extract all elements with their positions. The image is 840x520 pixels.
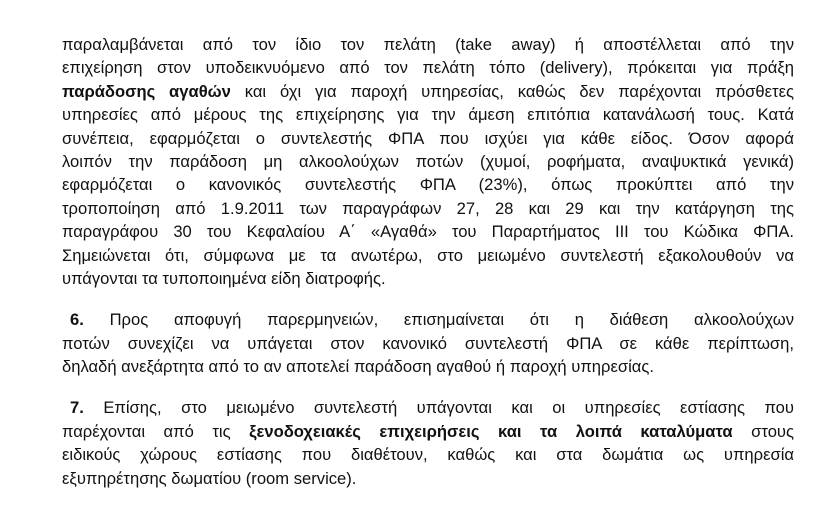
text-run: παρέχονται από τις	[62, 421, 250, 441]
text-line	[62, 267, 794, 290]
text-line	[62, 420, 794, 443]
text-line	[62, 173, 794, 196]
text-run: Επίσης, στο μειωμένο συντελεστή υπάγονται και οι υπηρεσίες εστίασης που	[83, 398, 794, 418]
text-run: εξυπηρέτησης δωματίου (room service).	[62, 468, 357, 488]
text-run: Σημειώνεται ότι, σύμφωνα με τα ανωτέρω, στο μειωμένο συντελεστή εξακολουθούν να	[62, 245, 794, 265]
text-line	[62, 308, 794, 331]
text-line	[62, 197, 794, 220]
text-run: συνέπεια, εφαρμόζεται ο συντελεστής ΦΠΑ που ισχύει για κάθε είδος. Όσον αφορά	[62, 128, 794, 148]
text-run: παραγράφου 30 του Κεφαλαίου Α΄ «Αγαθά» του Παραρτήματος ΙΙΙ του Κώδικα ΦΠΑ.	[62, 222, 794, 242]
paragraph-gap	[62, 378, 794, 396]
bold-text: 6.	[70, 310, 84, 330]
document-body	[62, 33, 794, 490]
bold-text: παράδοσης αγαθών	[62, 81, 231, 101]
text-line	[62, 80, 794, 103]
text-run: Προς αποφυγή παρερμηνειών, επισημαίνεται ότι η διάθεση αλκοολούχων	[83, 310, 794, 330]
text-line	[62, 355, 794, 378]
text-line	[62, 443, 794, 466]
paragraph-7	[62, 396, 794, 490]
text-line	[62, 220, 794, 243]
text-run: παραλαμβάνεται από τον ίδιο τον πελάτη (take away) ή αποστέλλεται από την	[62, 35, 794, 54]
paragraph-gap	[62, 290, 794, 308]
text-run: υπάγονται τα τυποποιημένα είδη διατροφής.	[62, 268, 386, 288]
bold-text: 7.	[70, 398, 84, 418]
text-run: τροποποίηση από 1.9.2011 των παραγράφων 27, 28 και 29 και την κατάργηση της	[62, 198, 794, 218]
text-run: επιχείρηση στον υποδεικνυόμενο από τον πελάτη τόπο (delivery), πρόκειται για πράξη	[62, 58, 794, 78]
text-line	[62, 396, 794, 419]
text-line	[62, 467, 794, 490]
text-run: ειδικούς χώρους εστίασης που διαθέτουν, καθώς και στα δωμάτια ως υπηρεσία	[62, 445, 794, 465]
text-run: εφαρμόζεται ο κανονικός συντελεστής ΦΠΑ (23%), όπως προκύπτει από την	[62, 175, 794, 195]
text-run: υπηρεσίες από μέρους της επιχείρησης για την άμεση επιτόπια κατανάλωσή τους. Κατά	[62, 105, 794, 125]
text-line	[62, 33, 794, 56]
paragraph-1	[62, 33, 794, 290]
text-run: και όχι για παροχή υπηρεσίας, καθώς δεν παρέχονται πρόσθετες	[230, 81, 794, 101]
paragraph-6	[62, 308, 794, 378]
text-line	[62, 332, 794, 355]
text-line	[62, 103, 794, 126]
text-run: στους	[732, 421, 794, 441]
text-run: ποτών συνεχίζει να υπάγεται στον κανονικό συντελεστή ΦΠΑ σε κάθε περίπτωση,	[62, 333, 794, 353]
text-line	[62, 56, 794, 79]
bold-text: ξενοδοχειακές επιχειρήσεις και τα λοιπά καταλύματα	[249, 421, 733, 441]
text-line	[62, 244, 794, 267]
text-line	[62, 150, 794, 173]
text-run: λοιπόν την παράδοση μη αλκοολούχων ποτών (χυμοί, ροφήματα, αναψυκτικά γενικά)	[62, 151, 794, 171]
text-line	[62, 127, 794, 150]
text-run: δηλαδή ανεξάρτητα από το αν αποτελεί παράδοση αγαθού ή παροχή υπηρεσίας.	[62, 357, 654, 377]
